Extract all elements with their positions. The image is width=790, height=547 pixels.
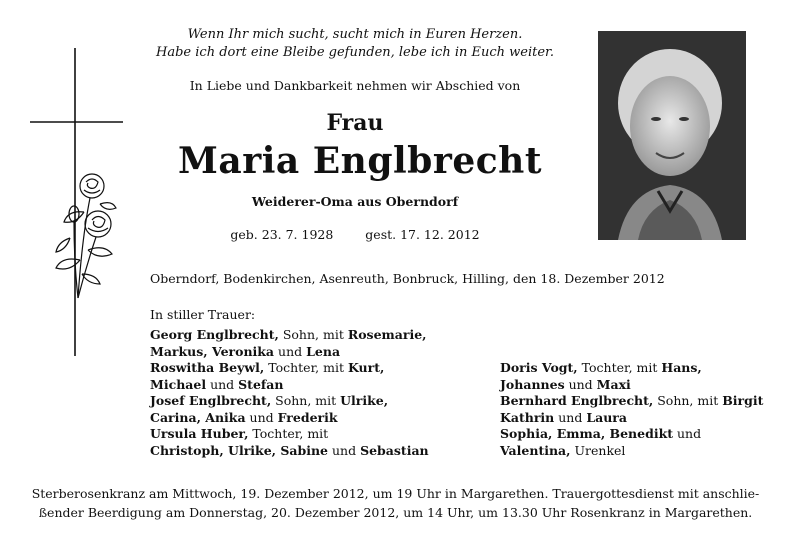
intro-text: In Liebe und Dankbarkeit nehmen wir Abschied von bbox=[189, 78, 521, 93]
mourner-line bbox=[500, 443, 763, 460]
mourner-name: Lena bbox=[306, 343, 341, 359]
deceased-name: Maria Englbrecht bbox=[178, 140, 542, 182]
mourner-name: Kathrin bbox=[500, 409, 555, 425]
mourner-name: Roswitha Beywl, bbox=[150, 360, 265, 375]
mourner-name: Carina, Anika bbox=[150, 409, 246, 425]
quote-line: Wenn Ihr mich sucht, sucht mich in Euren Herzen. bbox=[187, 27, 523, 42]
mourner-relation: und bbox=[245, 409, 278, 425]
mourner-relation: Sohn, mit bbox=[271, 393, 341, 408]
mourner-line bbox=[150, 393, 429, 410]
mourners-right-column bbox=[500, 360, 763, 459]
mourner-line bbox=[500, 426, 763, 443]
mourner-relation: und bbox=[274, 343, 307, 359]
mourner-relation: und bbox=[328, 442, 361, 458]
mourner-line bbox=[500, 393, 763, 410]
footer-line: Sterberosenkranz am Mittwoch, 19. Dezember 2012, um 19 Uhr in Margarethen. Trauergottesdienst mit anschlie- bbox=[31, 486, 760, 501]
nickname: Weiderer-Oma aus Oberndorf bbox=[251, 194, 459, 209]
mourner-relation: Tochter, mit bbox=[248, 426, 329, 441]
rose-icon bbox=[40, 168, 120, 308]
mourner-relation: und bbox=[206, 376, 239, 392]
quote-line: Habe ich dort eine Bleibe gefunden, lebe ich in Euch weiter. bbox=[156, 45, 554, 60]
mourner-relation: Sohn, mit bbox=[278, 327, 348, 342]
mourners-left-column bbox=[150, 327, 429, 459]
mourner-line bbox=[150, 327, 429, 344]
mourner-relation: Urenkel bbox=[570, 442, 626, 458]
mourner-line bbox=[500, 410, 763, 427]
mourner-relation: Sohn, mit bbox=[653, 393, 723, 408]
mourner-relation: und bbox=[673, 426, 702, 441]
mourner-name: Johannes bbox=[500, 376, 565, 392]
mourner-name: Sebastian bbox=[360, 442, 429, 458]
mourner-name: Georg Englbrecht, bbox=[150, 327, 279, 342]
mourner-line bbox=[150, 360, 429, 377]
mourner-line bbox=[150, 377, 429, 394]
mourning-label: In stiller Trauer: bbox=[150, 307, 256, 322]
mourner-name: Markus, Veronika bbox=[150, 343, 275, 359]
portrait-photo bbox=[598, 31, 746, 240]
mourner-name: Ursula Huber, bbox=[150, 426, 249, 441]
mourner-relation: Tochter, mit bbox=[577, 360, 662, 375]
mourner-line bbox=[500, 377, 763, 394]
mourner-name: Frederik bbox=[277, 409, 338, 425]
mourner-name: Valentina, bbox=[500, 442, 571, 458]
mourner-line bbox=[500, 360, 763, 377]
mourner-line bbox=[150, 344, 429, 361]
mourner-name: Sophia, Emma, Benedikt bbox=[500, 426, 674, 441]
mourner-name: Laura bbox=[586, 409, 627, 425]
mourner-line bbox=[150, 443, 429, 460]
mourner-name: Josef Englbrecht, bbox=[150, 393, 272, 408]
death-date: gest. 17. 12. 2012 bbox=[365, 227, 480, 242]
mourner-name: Birgit bbox=[722, 393, 764, 408]
memorial-quote bbox=[150, 26, 560, 62]
mourner-line bbox=[150, 426, 429, 443]
mourner-name: Michael bbox=[150, 376, 207, 392]
place-and-date: Oberndorf, Bodenkirchen, Asenreuth, Bonbruck, Hilling, den 18. Dezember 2012 bbox=[150, 271, 665, 286]
title-frau: Frau bbox=[326, 110, 384, 136]
birth-date: geb. 23. 7. 1928 bbox=[230, 227, 334, 242]
mourner-name: Maxi bbox=[596, 376, 631, 392]
mourner-relation: und bbox=[554, 409, 587, 425]
mourner-line bbox=[150, 410, 429, 427]
footer-line: ßender Beerdigung am Donnerstag, 20. Dezember 2012, um 14 Uhr, um 13.30 Uhr Rosenkranz in Margarethen. bbox=[38, 505, 753, 520]
mourner-name: Christoph, Ulrike, Sabine bbox=[150, 442, 329, 458]
funeral-notice bbox=[28, 484, 763, 522]
mourner-relation: Tochter, mit bbox=[264, 360, 348, 375]
mourner-name: Hans, bbox=[661, 360, 702, 375]
life-dates bbox=[150, 227, 560, 242]
mourner-name: Bernhard Englbrecht, bbox=[500, 393, 654, 408]
mourner-relation: und bbox=[564, 376, 597, 392]
mourner-name: Stefan bbox=[238, 376, 284, 392]
mourner-name: Rosemarie, bbox=[347, 327, 427, 342]
mourner-name: Doris Vogt, bbox=[500, 360, 578, 375]
mourner-name: Kurt, bbox=[347, 360, 385, 375]
mourner-name: Ulrike, bbox=[340, 393, 389, 408]
